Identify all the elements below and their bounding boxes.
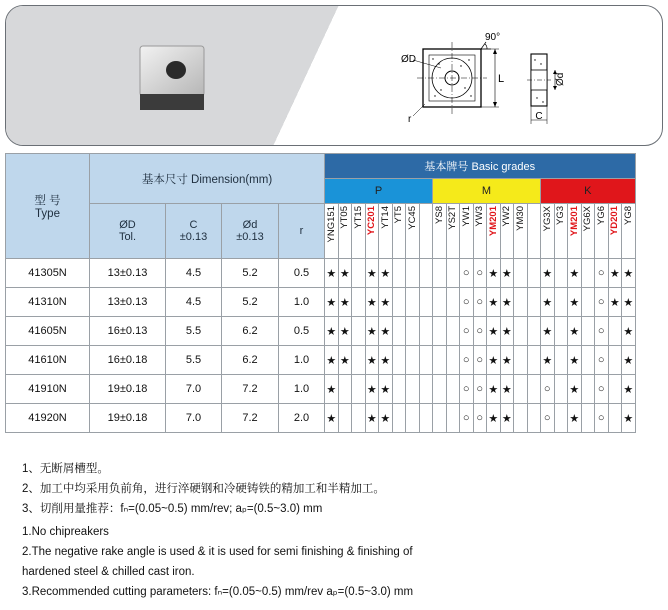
grade-mark: ★	[365, 259, 379, 288]
r-cell: 1.0	[279, 346, 325, 375]
grade-mark: ○	[595, 375, 609, 404]
grades-header: 基本牌号 Basic grades	[325, 154, 636, 179]
grade-mark	[527, 346, 541, 375]
grade-mark	[527, 404, 541, 433]
grade-col-20	[595, 204, 609, 259]
grade-mark: ★	[379, 375, 393, 404]
grade-name: YT14	[379, 206, 391, 229]
grade-mark: ★	[500, 317, 514, 346]
grade-mark	[392, 404, 406, 433]
type-cell: 41305N	[6, 259, 90, 288]
grade-mark: ★	[325, 317, 339, 346]
grade-mark: ★	[338, 346, 352, 375]
grade-mark	[554, 346, 568, 375]
d-cell: 16±0.18	[90, 346, 166, 375]
grade-mark	[433, 404, 447, 433]
r-cell: 1.0	[279, 375, 325, 404]
grade-mark	[406, 317, 420, 346]
illustration-panel	[5, 5, 663, 146]
grade-mark	[419, 346, 433, 375]
grade-mark	[554, 375, 568, 404]
grade-mark	[608, 404, 622, 433]
note-line: 1.No chipreakers	[22, 526, 109, 538]
grade-mark: ○	[460, 259, 474, 288]
note-line: 3.Recommended cutting parameters: fₙ=(0.05~0.5) mm/rev aₚ=(0.5~3.0) mm	[22, 586, 414, 598]
grade-mark: ★	[541, 259, 555, 288]
grade-mark: ○	[541, 404, 555, 433]
grade-mark: ★	[338, 288, 352, 317]
grade-col-4	[379, 204, 393, 259]
grade-mark: ★	[500, 259, 514, 288]
grade-name: YT05	[339, 206, 351, 229]
grade-mark: ★	[365, 288, 379, 317]
grade-mark	[338, 404, 352, 433]
grade-mark	[433, 317, 447, 346]
grade-mark	[554, 259, 568, 288]
grade-mark: ○	[595, 404, 609, 433]
grade-mark	[338, 375, 352, 404]
category-p: P	[325, 179, 433, 204]
grade-mark	[514, 346, 528, 375]
grade-mark: ○	[460, 288, 474, 317]
grade-mark: ★	[325, 404, 339, 433]
dim-col-sub: ±0.13	[236, 231, 264, 243]
grade-mark	[554, 288, 568, 317]
grade-mark: ○	[473, 375, 487, 404]
grade-mark	[352, 288, 366, 317]
grade-name: YS8	[433, 206, 445, 224]
dim-col-3	[279, 204, 325, 259]
grade-name: YNG151	[325, 206, 337, 243]
grade-mark	[514, 259, 528, 288]
grade-mark: ★	[487, 259, 501, 288]
grade-mark	[352, 259, 366, 288]
grade-mark: ★	[487, 346, 501, 375]
grade-mark	[446, 317, 460, 346]
grade-mark	[446, 404, 460, 433]
grade-mark: ○	[473, 317, 487, 346]
r-label: r	[408, 114, 412, 125]
grade-col-19	[581, 204, 595, 259]
note-line: 1、无断屑槽型。	[22, 463, 109, 475]
grade-mark: ○	[595, 259, 609, 288]
d-inner-cell: 6.2	[222, 346, 279, 375]
grade-name: YW3	[474, 206, 486, 227]
d-inner-label: Ød	[555, 72, 566, 86]
r-cell: 2.0	[279, 404, 325, 433]
insert-photo	[138, 44, 208, 112]
angle-label: 90°	[485, 32, 501, 43]
subheader-row	[6, 204, 636, 259]
grade-mark	[406, 259, 420, 288]
grade-mark: ○	[473, 346, 487, 375]
r-cell: 0.5	[279, 259, 325, 288]
grade-mark: ★	[622, 375, 636, 404]
grade-mark	[608, 346, 622, 375]
grade-mark	[392, 288, 406, 317]
grade-mark: ★	[338, 317, 352, 346]
grade-mark: ★	[622, 317, 636, 346]
grade-mark	[554, 404, 568, 433]
c-label: C	[535, 111, 543, 122]
grade-mark	[514, 404, 528, 433]
grade-mark	[581, 288, 595, 317]
grade-mark: ★	[325, 259, 339, 288]
dim-col-sub: Tol.	[118, 231, 137, 243]
grade-mark: ★	[487, 288, 501, 317]
grade-mark	[419, 288, 433, 317]
table-row	[6, 404, 636, 433]
notes-block	[22, 459, 413, 602]
grade-col-8	[433, 204, 447, 259]
grade-mark	[433, 259, 447, 288]
grade-mark: ★	[500, 404, 514, 433]
grade-mark	[419, 317, 433, 346]
grade-mark	[433, 346, 447, 375]
grade-mark: ★	[622, 259, 636, 288]
grade-mark	[581, 317, 595, 346]
grade-mark	[581, 259, 595, 288]
grade-mark: ★	[568, 288, 582, 317]
grade-mark: ★	[608, 288, 622, 317]
grade-mark: ★	[379, 346, 393, 375]
grade-mark: ★	[365, 317, 379, 346]
dim-col-2	[222, 204, 279, 259]
grade-col-2	[352, 204, 366, 259]
grade-mark: ○	[460, 317, 474, 346]
note-line: hardened steel & chilled cast iron.	[22, 566, 195, 578]
table-row	[6, 259, 636, 288]
grades-table	[5, 153, 636, 433]
grade-mark: ★	[379, 404, 393, 433]
grade-col-10	[460, 204, 474, 259]
grade-name: YG8	[622, 206, 634, 226]
table-row	[6, 317, 636, 346]
grade-mark: ★	[379, 259, 393, 288]
grade-mark	[352, 317, 366, 346]
grade-name: YM201	[487, 206, 499, 237]
grade-col-16	[541, 204, 555, 259]
grade-col-11	[473, 204, 487, 259]
grade-mark: ★	[325, 375, 339, 404]
grade-mark	[433, 375, 447, 404]
grade-mark: ○	[595, 346, 609, 375]
grade-name: YC201	[366, 206, 378, 236]
grade-mark	[392, 259, 406, 288]
dim-col-label: r	[299, 225, 304, 237]
r-cell: 1.0	[279, 288, 325, 317]
grade-col-15	[527, 204, 541, 259]
type-header-en: Type	[35, 208, 60, 220]
c-cell: 5.5	[166, 346, 222, 375]
grade-mark	[352, 346, 366, 375]
grade-mark	[352, 375, 366, 404]
grade-mark: ★	[622, 346, 636, 375]
grade-col-22	[622, 204, 636, 259]
r-cell: 0.5	[279, 317, 325, 346]
grade-mark	[392, 317, 406, 346]
d-inner-cell: 5.2	[222, 288, 279, 317]
grade-mark	[446, 259, 460, 288]
grade-name: YG3X	[541, 206, 553, 232]
grade-mark: ★	[487, 375, 501, 404]
category-m: M	[433, 179, 541, 204]
grade-mark: ○	[473, 259, 487, 288]
grade-mark	[352, 404, 366, 433]
grade-mark	[446, 346, 460, 375]
grade-mark: ★	[568, 346, 582, 375]
grade-mark	[433, 288, 447, 317]
grade-col-7	[419, 204, 433, 259]
note-line: 2、加工中均采用负前角，进行淬硬钢和冷硬铸铁的精加工和半精加工。	[22, 483, 385, 495]
grade-mark: ○	[460, 375, 474, 404]
grade-name: YG6	[595, 206, 607, 226]
grade-mark	[406, 404, 420, 433]
grade-col-21	[608, 204, 622, 259]
table-row	[6, 288, 636, 317]
grade-mark: ★	[487, 404, 501, 433]
grade-mark: ★	[622, 288, 636, 317]
panel-diagonal	[266, 6, 346, 145]
d-cell: 19±0.18	[90, 375, 166, 404]
grade-mark	[608, 317, 622, 346]
grade-mark: ★	[568, 404, 582, 433]
grade-col-14	[514, 204, 528, 259]
grade-mark: ○	[595, 317, 609, 346]
grade-mark	[406, 288, 420, 317]
grade-mark: ★	[500, 288, 514, 317]
d-inner-cell: 6.2	[222, 317, 279, 346]
dim-col-label: ØD	[119, 219, 136, 231]
grade-col-13	[500, 204, 514, 259]
grade-mark	[419, 404, 433, 433]
grade-mark: ★	[568, 375, 582, 404]
grade-mark: ★	[365, 346, 379, 375]
dim-col-label: Ød	[242, 219, 258, 231]
d-outer-label: ØD	[401, 54, 416, 65]
grade-mark	[419, 259, 433, 288]
dim-col-1	[166, 204, 222, 259]
c-cell: 7.0	[166, 375, 222, 404]
grade-name: YS2T	[447, 206, 459, 230]
c-cell: 5.5	[166, 317, 222, 346]
dim-col-sub: ±0.13	[179, 231, 208, 243]
grade-mark: ★	[325, 288, 339, 317]
grade-mark: ★	[365, 375, 379, 404]
grade-mark	[406, 375, 420, 404]
grade-mark	[406, 346, 420, 375]
grade-mark: ○	[460, 404, 474, 433]
grade-mark: ○	[595, 288, 609, 317]
grade-mark	[446, 288, 460, 317]
grade-mark: ○	[473, 404, 487, 433]
d-inner-cell: 7.2	[222, 375, 279, 404]
grade-name: YG6X	[582, 206, 594, 232]
grade-mark	[527, 288, 541, 317]
grade-mark: ★	[541, 288, 555, 317]
category-k: K	[541, 179, 636, 204]
grade-col-1	[338, 204, 352, 259]
grade-mark: ○	[473, 288, 487, 317]
grade-mark: ★	[500, 375, 514, 404]
type-cell: 41310N	[6, 288, 90, 317]
c-cell: 4.5	[166, 288, 222, 317]
dim-col-label: C	[189, 219, 198, 231]
c-cell: 4.5	[166, 259, 222, 288]
grade-mark	[527, 375, 541, 404]
grade-mark: ★	[338, 259, 352, 288]
dimension-header: 基本尺寸 Dimension(mm)	[90, 154, 325, 204]
grade-mark: ★	[568, 317, 582, 346]
grade-name: YW1	[460, 206, 472, 227]
c-cell: 7.0	[166, 404, 222, 433]
grade-mark: ★	[541, 346, 555, 375]
table-row	[6, 375, 636, 404]
grade-col-12	[487, 204, 501, 259]
grade-name: YT15	[352, 206, 364, 229]
grade-col-17	[554, 204, 568, 259]
technical-drawing	[391, 24, 591, 134]
grade-col-5	[392, 204, 406, 259]
grade-mark: ★	[500, 346, 514, 375]
grade-mark: ★	[568, 259, 582, 288]
grade-name: YC45	[406, 206, 418, 230]
grade-mark: ★	[379, 288, 393, 317]
grade-name: YD201	[609, 206, 621, 236]
grade-mark	[392, 375, 406, 404]
type-cell: 41605N	[6, 317, 90, 346]
grade-mark: ★	[379, 317, 393, 346]
table-row	[6, 346, 636, 375]
grade-col-9	[446, 204, 460, 259]
grade-mark	[392, 346, 406, 375]
grade-mark	[527, 317, 541, 346]
type-header	[6, 154, 90, 259]
header-row	[6, 154, 636, 179]
grade-mark: ★	[622, 404, 636, 433]
grade-col-18	[568, 204, 582, 259]
grade-mark	[581, 404, 595, 433]
grade-name: YG3	[555, 206, 567, 226]
grade-mark	[514, 375, 528, 404]
grade-mark	[554, 317, 568, 346]
d-cell: 19±0.18	[90, 404, 166, 433]
d-inner-cell: 5.2	[222, 259, 279, 288]
grade-mark	[446, 375, 460, 404]
grade-name: YM30	[514, 206, 526, 231]
grade-mark: ★	[325, 346, 339, 375]
grade-col-0	[325, 204, 339, 259]
l-label: L	[498, 73, 505, 85]
grade-col-6	[406, 204, 420, 259]
type-header-cn: 型 号	[34, 195, 61, 207]
grade-name: YM201	[568, 206, 580, 237]
type-cell: 41920N	[6, 404, 90, 433]
grade-mark: ★	[487, 317, 501, 346]
grade-mark	[419, 375, 433, 404]
grade-name: YT5	[393, 206, 405, 224]
grade-name: YW2	[501, 206, 513, 227]
grade-mark	[581, 346, 595, 375]
grade-mark: ★	[541, 317, 555, 346]
type-cell: 41610N	[6, 346, 90, 375]
dim-col-0	[90, 204, 166, 259]
note-line: 2.The negative rake angle is used & it is used for semi finishing & finishing of	[22, 546, 413, 558]
note-line: 3、切削用量推荐：fₙ=(0.05~0.5) mm/rev; aₚ=(0.5~3.0) mm	[22, 503, 323, 515]
grade-mark: ★	[608, 259, 622, 288]
grade-col-3	[365, 204, 379, 259]
d-cell: 13±0.13	[90, 259, 166, 288]
type-cell: 41910N	[6, 375, 90, 404]
d-cell: 13±0.13	[90, 288, 166, 317]
d-inner-cell: 7.2	[222, 404, 279, 433]
grade-mark	[514, 317, 528, 346]
grade-mark: ★	[365, 404, 379, 433]
grade-mark	[527, 259, 541, 288]
grade-mark	[581, 375, 595, 404]
d-cell: 16±0.13	[90, 317, 166, 346]
grade-mark: ○	[460, 346, 474, 375]
grade-mark	[514, 288, 528, 317]
grade-mark	[608, 375, 622, 404]
grade-mark: ○	[541, 375, 555, 404]
